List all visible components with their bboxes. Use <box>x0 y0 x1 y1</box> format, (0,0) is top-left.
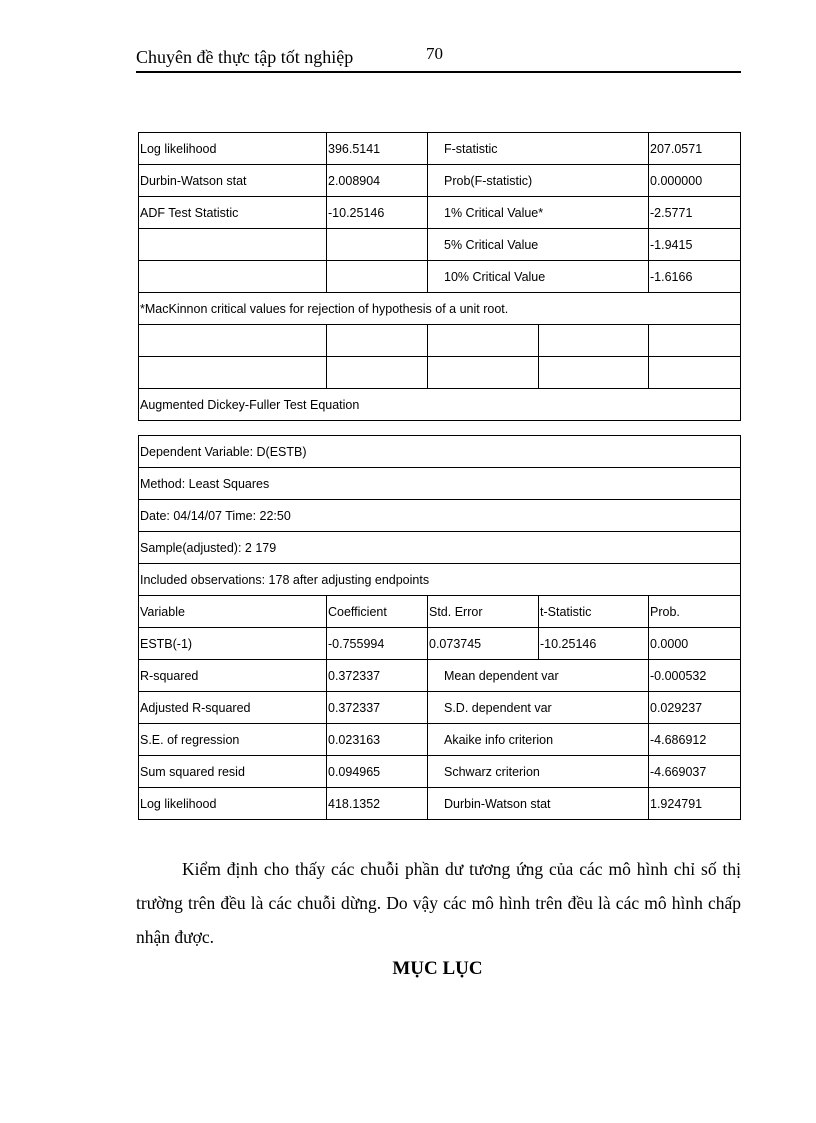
table-row <box>139 261 741 293</box>
table-row <box>139 229 741 261</box>
table-row <box>139 436 741 468</box>
table-cell: 0.073745 <box>428 628 539 660</box>
table-cell <box>539 325 649 357</box>
info-cell: Included observations: 178 after adjusting endpoints <box>139 564 741 596</box>
table-cell: 1.924791 <box>649 788 741 820</box>
table-row <box>139 756 741 788</box>
table-cell: 5% Critical Value <box>428 229 649 261</box>
table-row <box>139 564 741 596</box>
body-paragraph: Kiểm định cho thấy các chuỗi phần dư tương ứng của các mô hình chỉ số thị trường trên đều là các chuỗi dừng. Do vậy các mô hình trên đều là các mô hình chấp nhận được. <box>136 859 741 947</box>
table-cell: -10.25146 <box>327 197 428 229</box>
adf-test-table <box>138 132 741 421</box>
table-cell: 2.008904 <box>327 165 428 197</box>
table-cell: S.D. dependent var <box>428 692 649 724</box>
table-cell <box>649 325 741 357</box>
table-cell: 396.5141 <box>327 133 428 165</box>
table-cell: Akaike info criterion <box>428 724 649 756</box>
table-row <box>139 660 741 692</box>
table-cell <box>327 229 428 261</box>
table-cell: Log likelihood <box>139 788 327 820</box>
table-cell: 0.372337 <box>327 660 428 692</box>
table-cell: -1.9415 <box>649 229 741 261</box>
table-cell: -0.755994 <box>327 628 428 660</box>
table-cell: Adjusted R-squared <box>139 692 327 724</box>
table-cell: Log likelihood <box>139 133 327 165</box>
table-cell: -10.25146 <box>539 628 649 660</box>
table-cell: ADF Test Statistic <box>139 197 327 229</box>
table-cell <box>139 325 327 357</box>
table-note: *MacKinnon critical values for rejection of hypothesis of a unit root. <box>139 293 741 325</box>
table-cell <box>649 357 741 389</box>
table-row <box>139 788 741 820</box>
table-cell: -0.000532 <box>649 660 741 692</box>
table-cell: 0.029237 <box>649 692 741 724</box>
table-cell: Durbin-Watson stat <box>428 788 649 820</box>
table-cell <box>428 357 539 389</box>
table-cell: Schwarz criterion <box>428 756 649 788</box>
table-cell <box>139 357 327 389</box>
table-row <box>139 692 741 724</box>
equation-title: Augmented Dickey-Fuller Test Equation <box>139 389 741 421</box>
column-header: Variable <box>139 596 327 628</box>
info-cell: Sample(adjusted): 2 179 <box>139 532 741 564</box>
table-cell: R-squared <box>139 660 327 692</box>
table-row <box>139 293 741 325</box>
table-cell: Sum squared resid <box>139 756 327 788</box>
info-cell: Method: Least Squares <box>139 468 741 500</box>
table-row <box>139 724 741 756</box>
header-rule <box>136 71 741 73</box>
table-row <box>139 133 741 165</box>
table-cell: 0.372337 <box>327 692 428 724</box>
info-cell: Date: 04/14/07 Time: 22:50 <box>139 500 741 532</box>
table-cell: -4.669037 <box>649 756 741 788</box>
column-header: Coefficient <box>327 596 428 628</box>
column-header: Std. Error <box>428 596 539 628</box>
table-cell <box>539 357 649 389</box>
table-row-empty <box>139 357 741 389</box>
table-cell: Durbin-Watson stat <box>139 165 327 197</box>
table-cell <box>327 357 428 389</box>
table-cell: Prob(F-statistic) <box>428 165 649 197</box>
regression-table <box>138 435 741 820</box>
table-cell: 0.094965 <box>327 756 428 788</box>
table-cell: -1.6166 <box>649 261 741 293</box>
header-title: Chuyên đề thực tập tốt nghiệp <box>136 47 354 67</box>
table-cell <box>139 229 327 261</box>
table-row <box>139 500 741 532</box>
column-header: t-Statistic <box>539 596 649 628</box>
table-header-row <box>139 596 741 628</box>
table-row <box>139 532 741 564</box>
table-row <box>139 628 741 660</box>
table-cell <box>139 261 327 293</box>
page-number: 70 <box>426 44 443 63</box>
table-row <box>139 165 741 197</box>
table-cell: S.E. of regression <box>139 724 327 756</box>
table-row <box>139 389 741 421</box>
table-row-empty <box>139 325 741 357</box>
table-cell: -4.686912 <box>649 724 741 756</box>
table-cell: 0.023163 <box>327 724 428 756</box>
table-cell: F-statistic <box>428 133 649 165</box>
table-cell <box>327 261 428 293</box>
table-cell: 1% Critical Value* <box>428 197 649 229</box>
table-cell: -2.5771 <box>649 197 741 229</box>
table-cell <box>428 325 539 357</box>
table-cell: 418.1352 <box>327 788 428 820</box>
table-cell: 0.0000 <box>649 628 741 660</box>
table-cell <box>327 325 428 357</box>
table-cell: 10% Critical Value <box>428 261 649 293</box>
table-row <box>139 468 741 500</box>
toc-title: MỤC LỤC <box>392 958 483 979</box>
column-header: Prob. <box>649 596 741 628</box>
table-cell: ESTB(-1) <box>139 628 327 660</box>
table-cell: 207.0571 <box>649 133 741 165</box>
info-cell: Dependent Variable: D(ESTB) <box>139 436 741 468</box>
table-cell: 0.000000 <box>649 165 741 197</box>
table-cell: Mean dependent var <box>428 660 649 692</box>
table-row <box>139 197 741 229</box>
